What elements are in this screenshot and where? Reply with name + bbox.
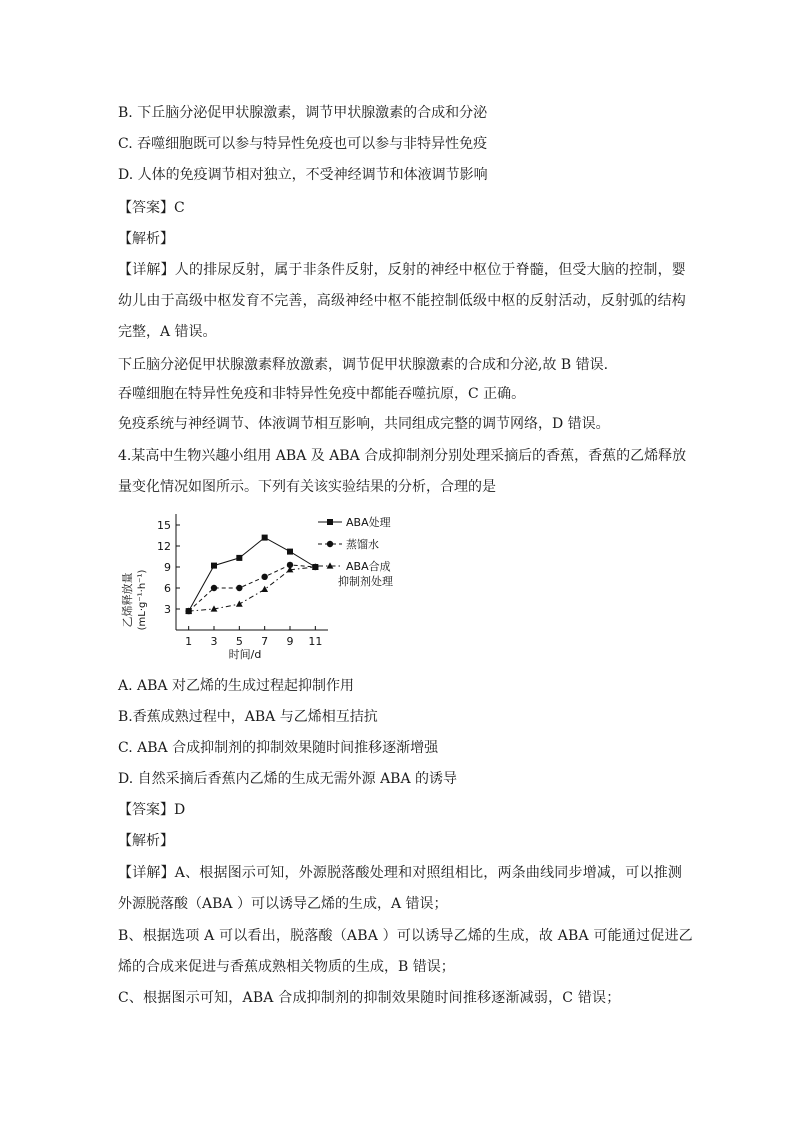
answer-label: 【答案】C [118, 200, 185, 216]
series-line [189, 567, 316, 611]
analysis-label: 【解析】 [118, 833, 174, 849]
chart-legend [318, 515, 393, 588]
y-tick-label: 3 [164, 603, 171, 616]
legend-label: 抑制剂处理 [338, 575, 393, 588]
ethylene-release-chart [118, 508, 408, 663]
option-a: A. ABA 对乙烯的生成过程起抑制作用 [118, 678, 354, 694]
y-tick-label: 12 [157, 540, 171, 553]
data-point-circle [236, 585, 242, 591]
series-3 [185, 563, 318, 613]
explanation-line: 幼儿由于高级中枢发育不完善，高级神经中枢不能控制低级中枢的反射活动，反射弧的结构 [118, 293, 686, 309]
legend-entry [318, 515, 391, 529]
x-ticks [185, 626, 322, 648]
data-point-circle [261, 574, 267, 580]
answer-label: 【答案】D [118, 802, 186, 818]
legend-entry [318, 559, 393, 588]
explanation-line: 【详解】人的排尿反射，属于非条件反射，反射的神经中枢位于脊髓，但受大脑的控制，婴 [118, 262, 686, 278]
data-point-square [236, 555, 242, 561]
question-stem-line: 4.某高中生物兴趣小组用 ABA 及 ABA 合成抑制剂分别处理采摘后的香蕉，香蕉的乙烯释放 [118, 448, 687, 464]
series-line [189, 538, 316, 612]
data-point-circle [211, 585, 217, 591]
y-axis-unit: (mL·g⁻¹·h⁻¹) [137, 569, 148, 631]
legend-entry [318, 537, 379, 551]
explanation-line: 免疫系统与神经调节、体液调节相互影响，共同组成完整的调节网络，D 错误。 [118, 416, 610, 432]
x-tick-label: 3 [210, 635, 218, 648]
explanation-line: 完整，A 错误。 [118, 324, 217, 340]
x-tick-label: 9 [286, 635, 294, 648]
data-point-square [262, 535, 268, 541]
x-tick-label: 11 [308, 635, 323, 648]
analysis-label: 【解析】 [118, 231, 174, 247]
legend-label: ABA处理 [346, 516, 391, 529]
x-tick-label: 7 [261, 635, 269, 648]
data-point-square [287, 549, 293, 555]
y-tick-label: 6 [164, 582, 171, 595]
explanation-line: 烯的合成来促进与香蕉成熟相关物质的生成，B 错误； [118, 959, 455, 975]
y-axis-title: 乙烯释放量 [121, 572, 134, 628]
option-b-line: B. 下丘脑分泌促甲状腺激素，调节甲状腺激素的合成和分泌 [118, 105, 488, 121]
chart-series [185, 535, 318, 615]
series-2 [185, 562, 318, 615]
data-point-square [211, 563, 217, 569]
explanation-line: C、根据图示可知，ABA 合成抑制剂的抑制效果随时间推移逐渐减弱，C 错误； [118, 990, 621, 1006]
option-b: B.香蕉成熟过程中，ABA 与乙烯相互拮抗 [118, 709, 378, 725]
legend-label: 蒸馏水 [346, 538, 379, 551]
explanation-line: 【详解】A、根据图示可知，外源脱落酸处理和对照组相比，两条曲线同步增减，可以推测 [118, 865, 683, 881]
data-point-triangle [236, 601, 243, 607]
data-point-triangle [261, 586, 268, 592]
option-d-line: D. 人体的免疫调节相对独立，不受神经调节和体液调节影响 [118, 167, 488, 183]
y-ticks [157, 519, 180, 616]
series-line [189, 565, 316, 611]
explanation-line: 吞噬细胞在特异性免疫和非特异性免疫中都能吞噬抗原，C 正确。 [118, 386, 526, 402]
x-axis-title: 时间/d [228, 648, 262, 661]
series-1 [186, 535, 319, 615]
option-c-line: C. 吞噬细胞既可以参与特异性免疫也可以参与非特异性免疫 [118, 136, 488, 152]
x-tick-label: 5 [235, 635, 243, 648]
data-point-circle [327, 541, 333, 547]
data-point-square [327, 519, 333, 525]
legend-label: ABA合成 [346, 560, 391, 573]
question-stem-line: 量变化情况如图所示。下列有关该实验结果的分析，合理的是 [118, 479, 496, 495]
option-c: C. ABA 合成抑制剂的抑制效果随时间推移逐渐增强 [118, 740, 439, 756]
y-tick-label: 9 [164, 561, 171, 574]
explanation-line: B、根据选项 A 可以看出，脱落酸（ABA ）可以诱导乙烯的生成，故 ABA 可能通过促进乙 [118, 928, 693, 944]
y-axis-label [120, 570, 148, 631]
explanation-line: 下丘脑分泌促甲状腺激素释放激素，调节促甲状腺激素的合成和分泌,故 B 错误. [118, 357, 609, 373]
option-d: D. 自然采摘后香蕉内乙烯的生成无需外源 ABA 的诱导 [118, 771, 458, 787]
y-tick-label: 15 [157, 519, 171, 532]
explanation-line: 外源脱落酸（ABA ）可以诱导乙烯的生成，A 错误； [118, 896, 448, 912]
x-tick-label: 1 [185, 635, 193, 648]
chart-axes [176, 514, 328, 630]
